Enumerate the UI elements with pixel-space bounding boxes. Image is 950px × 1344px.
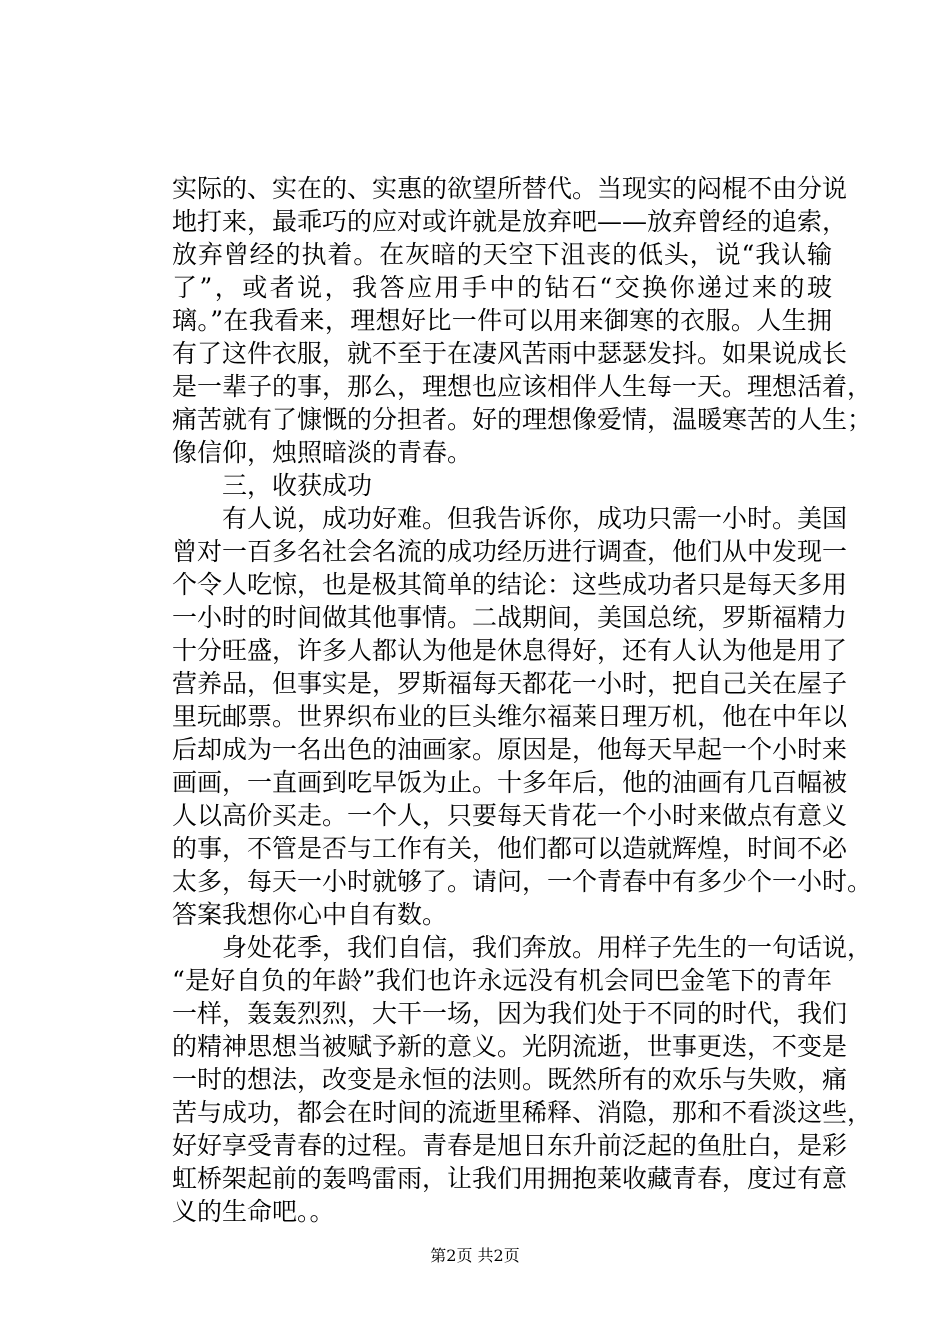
- text-line: 画画，一直画到吃早饭为止。十多年后，他的油画有几百幅被: [172, 768, 848, 797]
- text-line: 后却成为一名出色的油画家。原因是，他每天早起一个小时来: [172, 735, 848, 764]
- text-line: 实际的、实在的、实惠的欲望所替代。当现实的闷棍不由分说: [172, 174, 848, 203]
- text-line: 人以高价买走。一个人，只要每天肯花一个小时来做点有意义: [172, 801, 848, 830]
- text-line: 的事，不管是否与工作有关，他们都可以造就辉煌，时间不必: [172, 834, 848, 863]
- text-line: 一样，轰轰烈烈，大干一场，因为我们处于不同的时代，我们: [172, 999, 848, 1028]
- text-line: 身处花季，我们自信，我们奔放。用样子先生的一句话说，: [172, 933, 873, 962]
- text-line: 有人说，成功好难。但我告诉你，成功只需一小时。美国: [172, 504, 848, 533]
- text-line: 痛苦就有了慷慨的分担者。好的理想像爱情，温暖寒苦的人生；: [172, 405, 873, 434]
- text-line: 太多，每天一小时就够了。请问，一个青春中有多少个一小时。: [172, 867, 873, 896]
- text-line: 虹桥架起前的轰鸣雷雨，让我们用拥抱莱收藏青春，度过有意: [172, 1164, 848, 1193]
- text-line: 好好享受青春的过程。青春是旭日东升前泛起的鱼肚白，是彩: [172, 1131, 848, 1160]
- text-line: 是一辈子的事，那么，理想也应该相伴人生每一天。理想活着，: [172, 372, 873, 401]
- text-line: 一小时的时间做其他事情。二战期间，美国总统，罗斯福精力: [172, 603, 848, 632]
- text-line: 放弃曾经的执着。在灰暗的天空下沮丧的低头，说“我认输: [172, 240, 832, 269]
- text-line: 地打来，最乖巧的应对或许就是放弃吧——放弃曾经的追索，: [172, 207, 848, 236]
- text-line: 答案我想你心中自有数。: [172, 900, 448, 929]
- body-text: [172, 172, 873, 1228]
- text-line: “是好自负的年龄”我们也许永远没有机会同巴金笔下的青年: [172, 966, 832, 995]
- text-line: 一时的想法，改变是永恒的法则。既然所有的欢乐与失败，痛: [172, 1065, 848, 1094]
- text-line: 像信仰，烛照暗淡的青春。: [172, 438, 473, 467]
- text-line: 义的生命吧。。: [172, 1197, 335, 1226]
- text-line: 个令人吃惊，也是极其简单的结论：这些成功者只是每天多用: [172, 570, 848, 599]
- page-footer: 第2页 共2页: [430, 1246, 520, 1265]
- text-line: 的精神思想当被赋予新的意义。光阴流逝，世事更迭，不变是: [172, 1032, 848, 1061]
- text-line: 营养品，但事实是，罗斯福每天都花一小时，把自己关在屋子: [172, 669, 848, 698]
- text-line: 璃。”在我看来，理想好比一件可以用来御寒的衣服。人生拥: [172, 306, 832, 335]
- text-line: 十分旺盛，许多人都认为他是休息得好，还有人认为他是用了: [172, 636, 848, 665]
- text-line: 里玩邮票。世界织布业的巨头维尔福莱日理万机，他在中年以: [172, 702, 848, 731]
- text-line: 了”，或者说，我答应用手中的钻石“交换你递过来的玻: [172, 273, 832, 302]
- text-line: 有了这件衣服，就不至于在凄风苦雨中瑟瑟发抖。如果说成长: [172, 339, 848, 368]
- section-heading: 三，收获成功: [172, 471, 373, 500]
- text-line: 曾对一百多名社会名流的成功经历进行调查，他们从中发现一: [172, 537, 848, 566]
- text-line: 苦与成功，都会在时间的流逝里稀释、消隐，那和不看淡这些，: [172, 1098, 873, 1127]
